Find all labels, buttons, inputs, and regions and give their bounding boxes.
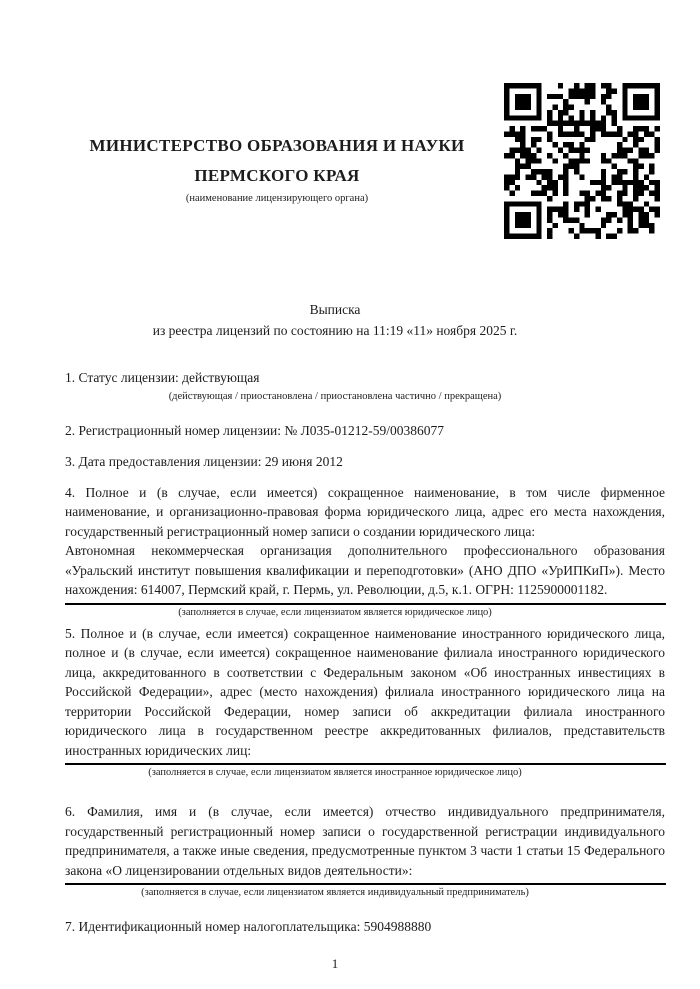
item-1-caption: (действующая / приостановлена / приостановлена частично / прекращена) bbox=[168, 390, 502, 402]
item-4-legal-entity-value: Автономная некоммерческая организация дополнительного профессионального образования «Уральский институт повышения квалификации и переподготовки» (АНО ДПО «УрИПКиП»). Место нахождения: 614007, Пермский край, г. Пермь, ул. Революции, д.5, к.1. ОГРН: 1125900001182. bbox=[65, 543, 665, 597]
item-5-caption: (заполняется в случае, если лицензиатом является иностранное юридическое лицо) bbox=[148, 767, 522, 778]
item-5-field-divider bbox=[65, 763, 666, 765]
document-title-line1: Выписка bbox=[309, 302, 361, 317]
item-4-legal-entity-heading: 4. Полное и (в случае, если имеется) сокращенное наименование, в том числе фирменное наименование, и организационно-правовая форма юридического лица, адрес его места нахождения, государственный регистрационный номер записи о создании юридического лица: bbox=[65, 484, 665, 539]
item-6-field-divider bbox=[65, 883, 666, 885]
item-6-entrepreneur-heading: 6. Фамилия, имя и (в случае, если имеется) отчество индивидуального предпринимателя, государственный регистрационный номер записи о государственной регистрации индивидуального предпринимателя, а также иные сведения, предусмотренные пунктом 3 части 1 статьи 15 Федерального закона «О лицензировании отдельных видов деятельности»: bbox=[65, 804, 665, 878]
item-6-caption: (заполняется в случае, если лицензиатом является индивидуальный предприниматель) bbox=[141, 887, 529, 898]
item-3-license-date: 3. Дата предоставления лицензии: 29 июня 2012 bbox=[65, 454, 343, 469]
item-1-license-status: 1. Статус лицензии: действующая bbox=[65, 370, 260, 385]
item-5-foreign-entity-heading: 5. Полное и (в случае, если имеется) сокращенное наименование иностранного юридического лица, полное и (в случае, если имеется) сокращенное наименование филиала иностранного юридического лица, аккредитованного в соответствии с Федеральным законом «Об иностранных инвестициях в Российской Федерации», адрес (место нахождения) филиала иностранного юридического лица на территории Российской Федерации, номер записи об аккредитации филиала иностранного юридического лица в государственном реестре аккредитованных филиалов, представительств иностранных юридических лиц: bbox=[65, 625, 665, 758]
header bbox=[65, 131, 489, 206]
ministry-name-line1: МИНИСТЕРСТВО ОБРАЗОВАНИЯ И НАУКИ bbox=[89, 136, 465, 155]
item-2-registration-number: 2. Регистрационный номер лицензии: № Л035-01212-59/00386077 bbox=[65, 422, 445, 438]
licensing-authority-caption: (наименование лицензирующего органа) bbox=[185, 193, 369, 204]
item-4-field-divider bbox=[65, 603, 666, 605]
item-4-caption: (заполняется в случае, если лицензиатом является юридическое лицо) bbox=[178, 606, 492, 618]
document-title-line2: из реестра лицензий по состоянию на 11:19 «11» ноября 2025 г. bbox=[152, 323, 518, 338]
ministry-name-line2: ПЕРМСКОГО КРАЯ bbox=[194, 166, 360, 185]
qr-code-icon bbox=[504, 83, 660, 239]
page-number: 1 bbox=[331, 955, 339, 971]
document-title bbox=[65, 299, 605, 341]
item-7-taxpayer-number: 7. Идентификационный номер налогоплательщика: 5904988880 bbox=[65, 919, 432, 934]
